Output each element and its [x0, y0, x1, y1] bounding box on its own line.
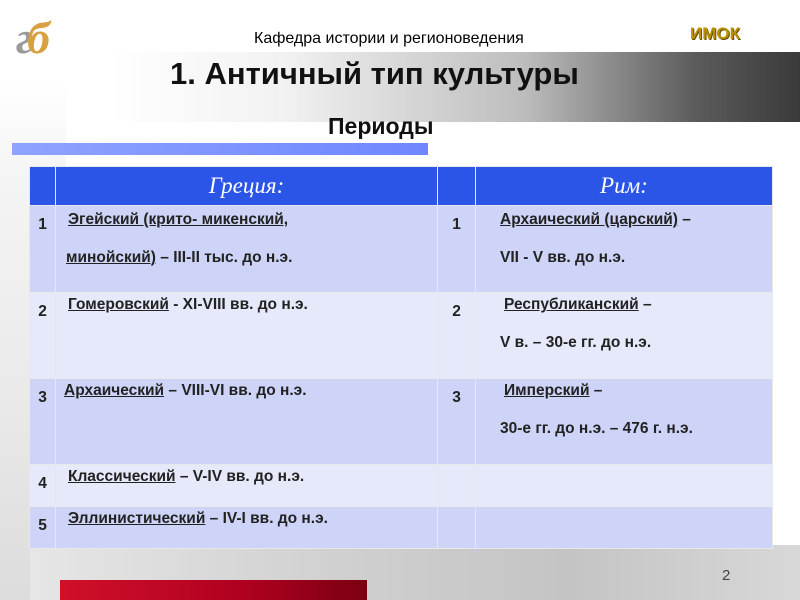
- empty-cell: [438, 507, 476, 549]
- period-dates: III-II тыс. до н.э.: [173, 248, 293, 266]
- row-number: 1: [438, 206, 476, 293]
- period-dates: 30-е гг. до н.э. – 476 г. н.э.: [500, 419, 693, 437]
- greece-period-cell: Классический – V-IV вв. до н.э.: [56, 465, 438, 507]
- period-dates: VII - V вв. до н.э.: [500, 248, 626, 266]
- table-row: [30, 465, 773, 507]
- row-number: 2: [30, 293, 56, 379]
- period-name: Архаический: [64, 382, 165, 399]
- column-rome: Рим:: [476, 167, 773, 206]
- greece-period-cell: Архаический – VIII-VI вв. до н.э.: [56, 379, 438, 465]
- row-number: 5: [30, 507, 56, 549]
- header-num-cell: [438, 167, 476, 206]
- table-header-row: [30, 167, 773, 206]
- row-number: 3: [438, 379, 476, 465]
- empty-cell: [438, 465, 476, 507]
- period-name: Гомеровский: [68, 296, 169, 313]
- period-dates: V в. – 30-е гг. до н.э.: [500, 333, 652, 351]
- period-dates: IV-I вв. до н.э.: [222, 510, 328, 527]
- period-dates: V-IV вв. до н.э.: [192, 468, 305, 485]
- row-number: 3: [30, 379, 56, 465]
- institute-badge: ИМОК: [690, 24, 740, 43]
- period-dates: VIII-VI вв. до н.э.: [181, 382, 307, 399]
- logo-icon: гб: [16, 12, 44, 63]
- period-name: Республиканский: [504, 296, 639, 313]
- header-num-cell: [30, 167, 56, 206]
- empty-cell: [476, 507, 773, 549]
- greece-period-cell: Эгейский (крито- микенский, минойский) – III-II тыс. до н.э.: [56, 206, 438, 293]
- table-row: [30, 293, 773, 379]
- slide-title: 1. Античный тип культуры: [170, 56, 579, 91]
- period-dates: XI-VIII вв. до н.э.: [182, 296, 308, 313]
- periods-table: [29, 166, 773, 549]
- period-name: Имперский: [504, 382, 590, 399]
- department-name: Кафедра истории и регионоведения: [254, 30, 524, 47]
- row-number: 1: [30, 206, 56, 293]
- red-accent-bar: [60, 580, 367, 600]
- slide-subtitle: Периоды: [328, 113, 434, 139]
- row-number: 2: [438, 293, 476, 379]
- page-number: 2: [722, 567, 731, 584]
- period-name: Классический: [68, 468, 176, 485]
- greece-period-cell: Эллинистический – IV-I вв. до н.э.: [56, 507, 438, 549]
- table-row: [30, 507, 773, 549]
- rome-period-cell: Архаический (царский) – VII - V вв. до н.э.: [476, 206, 773, 293]
- period-name: Архаический (царский): [500, 211, 678, 228]
- period-name: минойский): [66, 248, 156, 266]
- logo-area: [0, 0, 108, 78]
- column-greece: Греция:: [56, 167, 438, 206]
- period-name: Эгейский (крито- микенский,: [68, 211, 289, 228]
- rome-period-cell: Имперский – 30-е гг. до н.э. – 476 г. н.э.: [476, 379, 773, 465]
- rome-period-cell: Республиканский – V в. – 30-е гг. до н.э.: [476, 293, 773, 379]
- greece-period-cell: Гомеровский - XI-VIII вв. до н.э.: [56, 293, 438, 379]
- table-row: [30, 379, 773, 465]
- blue-accent-bar: [12, 143, 428, 155]
- table-row: [30, 206, 773, 293]
- empty-cell: [476, 465, 773, 507]
- row-number: 4: [30, 465, 56, 507]
- period-name: Эллинистический: [68, 510, 206, 527]
